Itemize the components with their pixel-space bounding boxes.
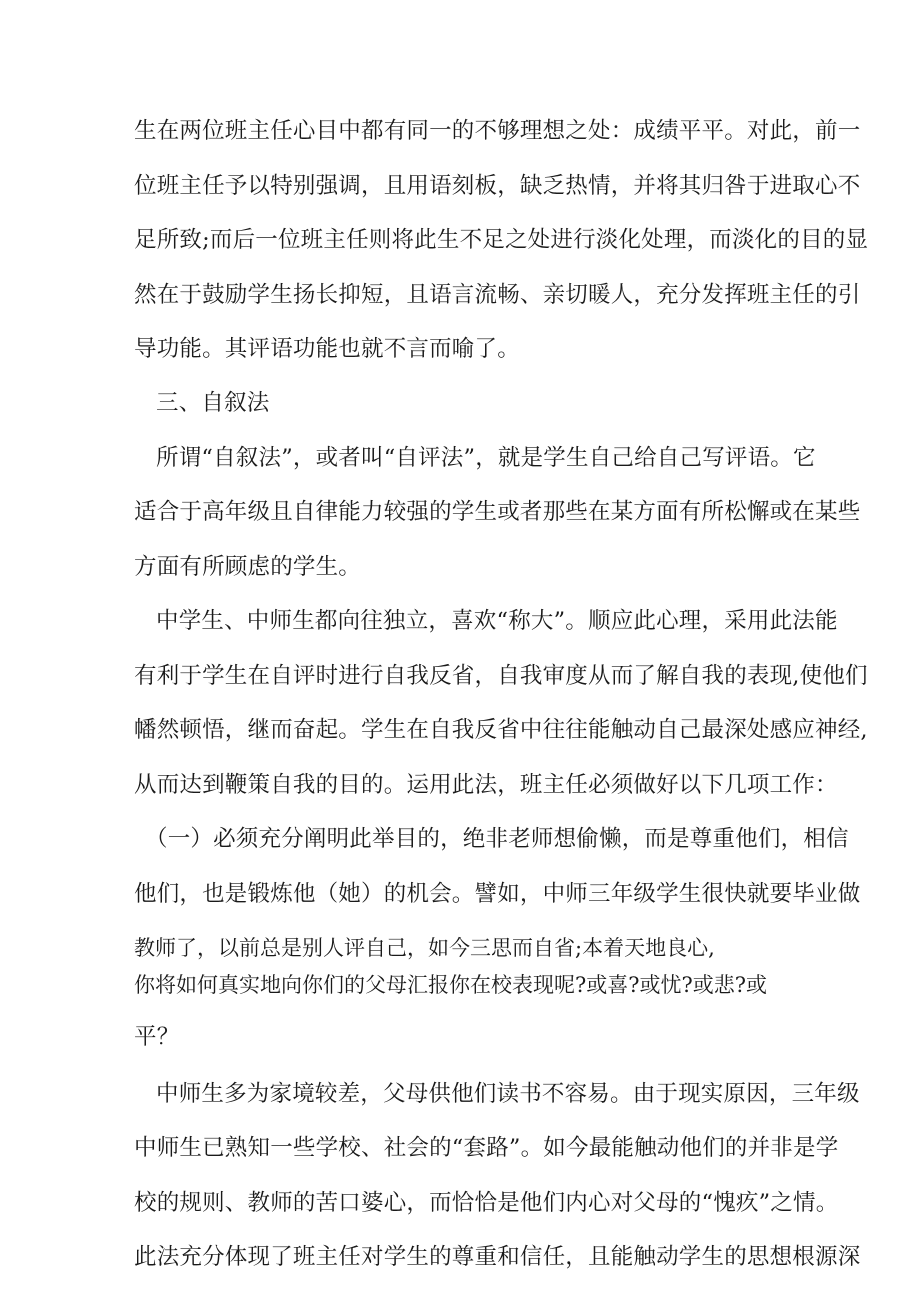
text-line-21: 校的规则、教师的苦口婆心，而恰恰是他们内心对父母的“愧疚”之情。 [134,1190,839,1216]
text-line-19: 中师生多为家境较差，父母供他们读书不容易。由于现实原因，三年级 [156,1081,860,1107]
text-line-5: 导功能。其评语功能也就不言而喻了。 [134,336,520,362]
text-line-10: 中学生、中师生都向往独立，喜欢“称大”。顺应此心理，采用此法能 [156,608,838,634]
text-line-3: 足所致;而后一位班主任则将此生不足之处进行淡化处理，而淡化的目的显 [134,227,869,253]
text-line-13: 从而达到鞭策自我的目的。运用此法，班主任必须做好以下几项工作： [134,772,838,798]
text-line-17: 你将如何真实地向你们的父母汇报你在校表现呢?或喜?或忧?或悲?或 [134,973,768,997]
text-line-12: 幡然顿悟，继而奋起。学生在自我反省中往往能触动自己最深处感应神经, [134,717,868,743]
text-line-16: 教师了，以前总是别人评自己，如今三思而自省;本着天地良心, [134,936,715,960]
text-line-20: 中师生已熟知一些学校、社会的“套路”。如今最能触动他们的并非是学 [134,1135,839,1161]
text-line-15: 他们，也是锻炼他（她）的机会。譬如，中师三年级学生很快就要毕业做 [134,881,861,907]
text-line-18: 平？ [134,1024,180,1050]
text-line-14: （一）必须充分阐明此举目的，绝非老师想偷懒，而是尊重他们，相信 [145,826,849,852]
text-line-2: 位班主任予以特别强调，且用语刻板，缺乏热情，并将其归咎于进取心不 [134,173,861,199]
text-line-9: 方面有所顾虑的学生。 [134,554,362,580]
text-line-4: 然在于鼓励学生扬长抑短，且语言流畅、亲切暖人，充分发挥班主任的引 [134,282,861,308]
text-line-8: 适合于高年级且自律能力较强的学生或者那些在某方面有所松懈或在某些 [134,499,861,525]
text-line-11: 有利于学生在自评时进行自我反省，自我审度从而了解自我的表现,使他们 [134,663,868,689]
text-line-1: 生在两位班主任心目中都有同一的不够理想之处：成绩平平。对此，前一 [134,118,861,144]
section-heading: 三、自叙法 [156,390,270,416]
text-line-22: 此法充分体现了班主任对学生的尊重和信任，且能触动学生的思想根源深 [134,1244,861,1270]
text-line-7: 所谓“自叙法”，或者叫“自评法”，就是学生自己给自己写评语。它 [156,445,816,471]
